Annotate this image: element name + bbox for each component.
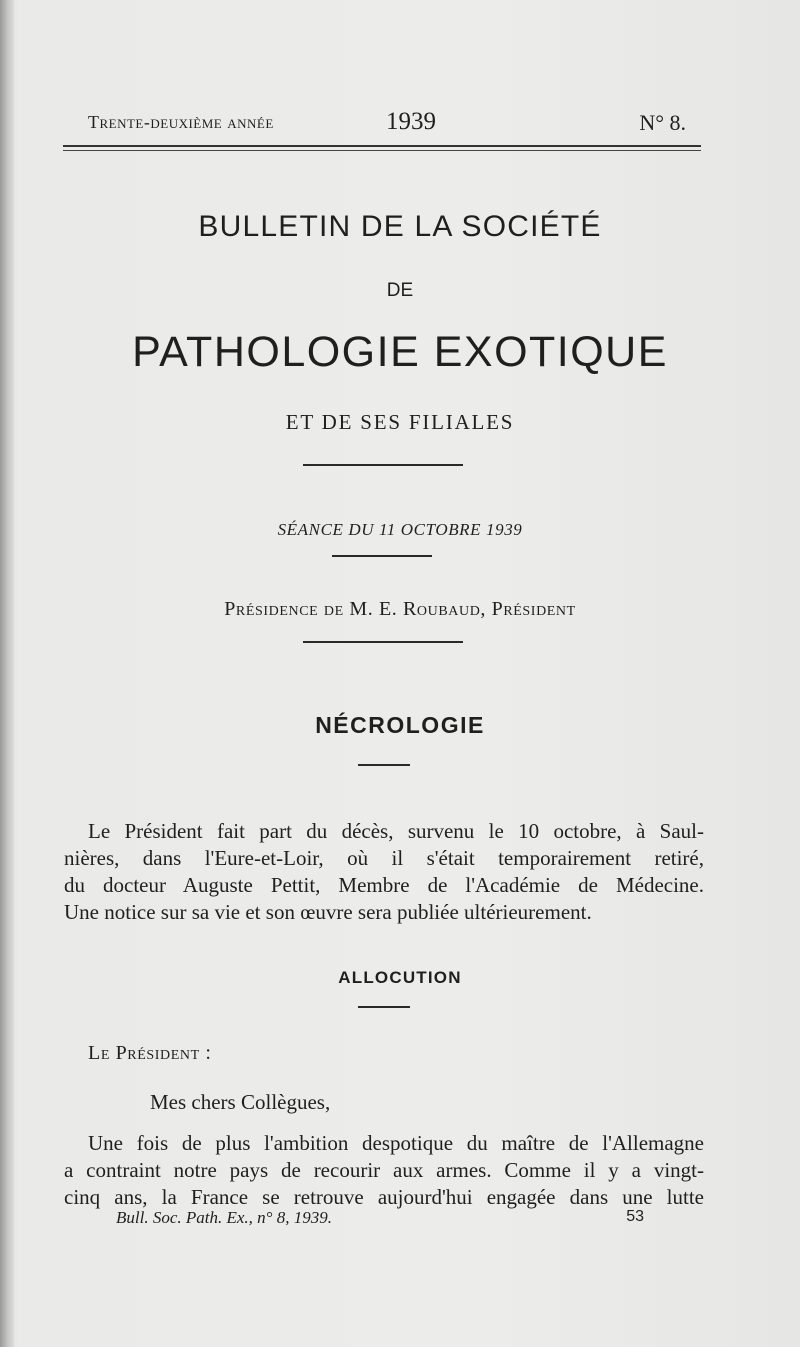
running-head-issue: N° 8.: [639, 110, 686, 135]
running-head-year: Trente-deuxième année: [88, 112, 274, 132]
allocution-line: cinq ans, la France se retrouve aujourd'hui engagée dans une lutte: [64, 1185, 704, 1209]
allocution-line: Une fois de plus l'ambition despotique du maître de l'Allemagne: [88, 1131, 704, 1155]
allocution-line: a contraint notre pays de recourir aux armes. Comme il y a vingt-: [64, 1158, 704, 1182]
necrology-line: nières, dans l'Eure-et-Loir, où il s'était temporairement retiré,: [64, 846, 704, 870]
journal-title-line-1: BULLETIN DE LA SOCIÉTÉ: [198, 210, 602, 243]
header-rule-thick: [63, 145, 701, 147]
speaker-label: Le Président :: [88, 1042, 212, 1064]
journal-title-line-3: PATHOLOGIE EXOTIQUE: [132, 328, 668, 376]
allocution-divider: [358, 1006, 410, 1008]
page-number: 53: [626, 1208, 644, 1225]
session-divider: [332, 555, 432, 557]
session-date: SÉANCE DU 11 OCTOBRE 1939: [277, 520, 523, 539]
necrology-line: Le Président fait part du décès, survenu le 10 octobre, à Saul-: [88, 819, 704, 843]
footer-citation: Bull. Soc. Path. Ex., n° 8, 1939.: [116, 1208, 332, 1227]
page-spine-shadow: [0, 0, 14, 1347]
necrology-heading: NÉCROLOGIE: [315, 712, 485, 738]
presidency-divider: [303, 641, 463, 643]
running-head-date: 1939: [386, 108, 436, 135]
title-divider: [303, 464, 463, 466]
header-rule-thin: [63, 150, 701, 151]
necrology-paragraph: [64, 818, 704, 926]
allocution-paragraph: [64, 1130, 704, 1211]
running-head: [88, 108, 686, 142]
necrology-line: Une notice sur sa vie et son œuvre sera publiée ultérieurement.: [64, 900, 592, 924]
journal-title-line-2: DE: [386, 280, 414, 301]
allocution-heading: ALLOCUTION: [338, 968, 462, 987]
page-footer: [116, 1208, 644, 1228]
journal-title-line-4: ET DE SES FILIALES: [285, 410, 515, 434]
presidency-line: Présidence de M. E. Roubaud, Président: [224, 598, 576, 620]
greeting: Mes chers Collègues,: [150, 1090, 331, 1114]
necrology-line: du docteur Auguste Pettit, Membre de l'Académie de Médecine.: [64, 873, 704, 897]
necrology-divider: [358, 764, 410, 766]
